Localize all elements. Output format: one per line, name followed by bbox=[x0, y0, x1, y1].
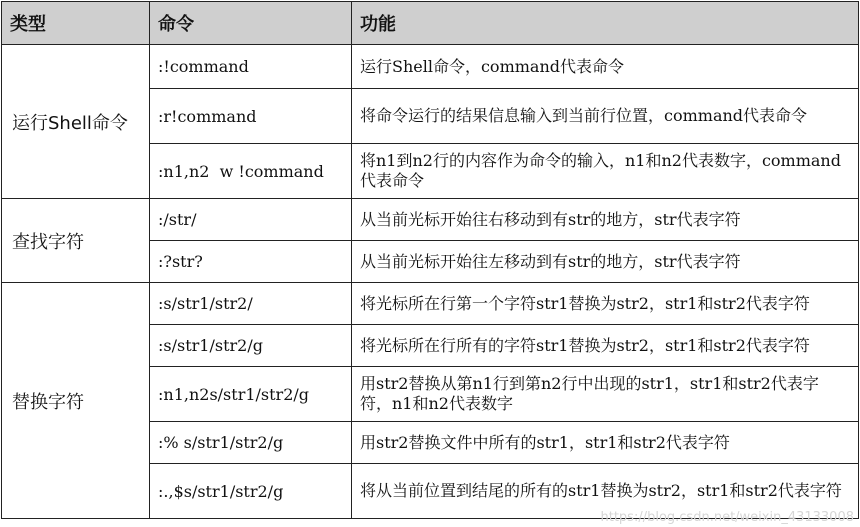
function-cell: 将n1到n2行的内容作为命令的输入，n1和n2代表数字，command代表命令 bbox=[352, 144, 859, 199]
table-header-row bbox=[2, 2, 859, 45]
function-cell: 从当前光标开始往左移动到有str的地方，str代表字符 bbox=[352, 241, 859, 283]
header-type: 类型 bbox=[2, 2, 150, 45]
vim-command-table bbox=[1, 1, 859, 519]
command-cell: :s/str1/str2/ bbox=[150, 283, 352, 325]
command-cell: :!command bbox=[150, 45, 352, 89]
command-cell: :n1,n2s/str1/str2/g bbox=[150, 367, 352, 422]
function-cell: 用str2替换从第n1行到第n2行中出现的str1，str1和str2代表字符，n1和n2代表数字 bbox=[352, 367, 859, 422]
type-cell: 运行Shell命令 bbox=[2, 45, 150, 199]
command-cell: :n1,n2 w !command bbox=[150, 144, 352, 199]
function-cell: 从当前光标开始往右移动到有str的地方，str代表字符 bbox=[352, 199, 859, 241]
type-cell: 替换字符 bbox=[2, 283, 150, 519]
function-cell: 将光标所在行所有的字符str1替换为str2，str1和str2代表字符 bbox=[352, 325, 859, 367]
table-row bbox=[2, 45, 859, 89]
table-row bbox=[2, 199, 859, 241]
function-cell: 将命令运行的结果信息输入到当前行位置，command代表命令 bbox=[352, 89, 859, 144]
function-cell: 运行Shell命令，command代表命令 bbox=[352, 45, 859, 89]
command-cell: :/str/ bbox=[150, 199, 352, 241]
header-function: 功能 bbox=[352, 2, 859, 45]
function-cell: 用str2替换文件中所有的str1，str1和str2代表字符 bbox=[352, 422, 859, 464]
function-cell: 将从当前位置到结尾的所有的str1替换为str2，str1和str2代表字符 bbox=[352, 464, 859, 519]
type-cell: 查找字符 bbox=[2, 199, 150, 283]
watermark: https://blog.csdn.net/weixin_43133008 bbox=[600, 510, 854, 525]
header-command: 命令 bbox=[150, 2, 352, 45]
command-cell: :.,$s/str1/str2/g bbox=[150, 464, 352, 519]
command-cell: :?str? bbox=[150, 241, 352, 283]
command-cell: :r!command bbox=[150, 89, 352, 144]
table-row bbox=[2, 283, 859, 325]
command-cell: :s/str1/str2/g bbox=[150, 325, 352, 367]
function-cell: 将光标所在行第一个字符str1替换为str2，str1和str2代表字符 bbox=[352, 283, 859, 325]
command-cell: :% s/str1/str2/g bbox=[150, 422, 352, 464]
